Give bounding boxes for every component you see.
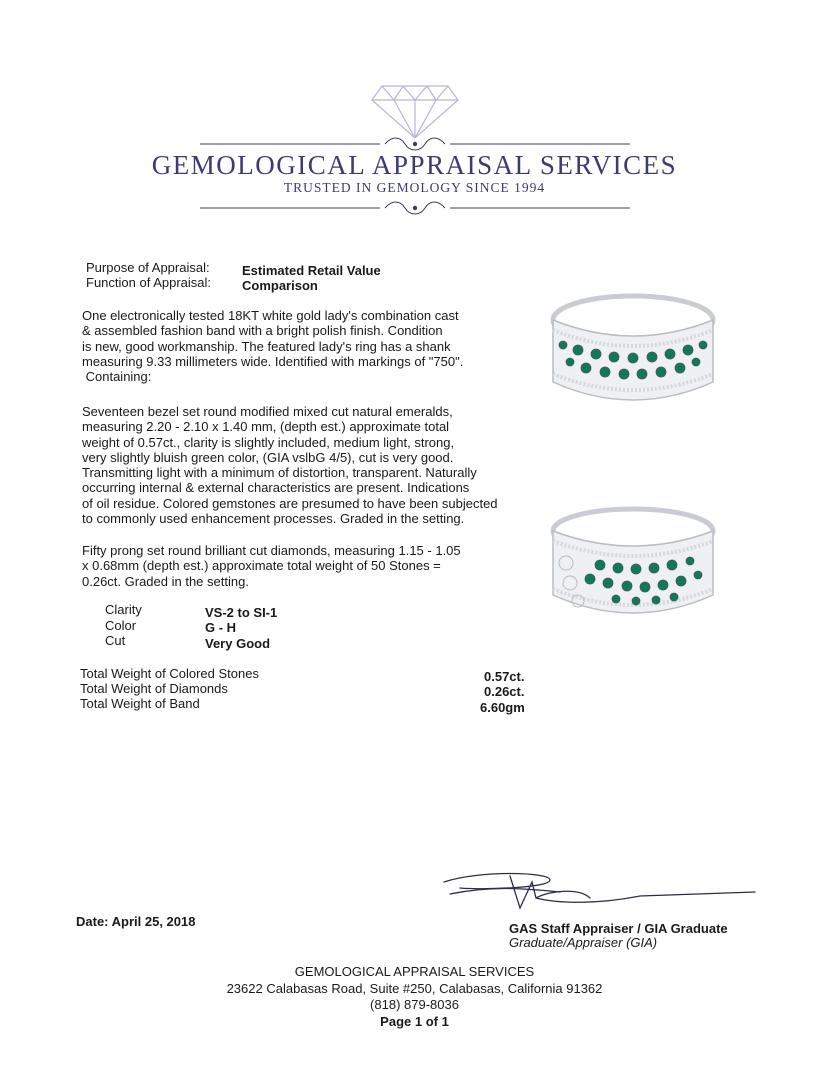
ring-photo-angle <box>548 503 718 628</box>
appraiser-signature <box>440 868 760 916</box>
grade-value-color: G - H <box>205 620 237 635</box>
appraiser-subtitle: Graduate/Appraiser (GIA) <box>509 935 658 950</box>
grade-label-color: Color <box>105 618 137 633</box>
purpose-value: Estimated Retail Value <box>242 263 381 278</box>
footer-address: 23622 Calabasas Road, Suite #250, Calabasas, California 91362 <box>226 981 603 996</box>
total-label-band: Total Weight of Band <box>80 696 200 711</box>
company-tagline: TRUSTED IN GEMOLOGY SINCE 1994 <box>283 180 546 195</box>
bottom-ornament-divider <box>200 200 630 216</box>
appraiser-title: GAS Staff Appraiser / GIA Graduate <box>509 921 728 936</box>
company-title: GEMOLOGICAL APPRAISAL SERVICES <box>151 150 678 180</box>
emerald-description: Seventeen bezel set round modified mixed cut natural emeralds, measuring 2.20 - 2.10 x 1.40 mm, (depth est.) approximate total weight of 0.57ct., clarity is slightly included, medium light, strong, very slightly bluish green color, (GIA vslbG 4/5), cut is very good. Transmitting light with a minimum of distortion, transparent. Naturally occurring internal & external characteristics are present. Indications of oil residue. Colored gemstones are presumed to have been subjected to commonly used enhancement processes. Graded in the setting. <box>82 404 498 527</box>
ring-photo-front <box>548 290 718 415</box>
total-value-diamonds: 0.26ct. <box>484 684 525 699</box>
purpose-label: Purpose of Appraisal: <box>86 260 210 275</box>
total-label-colored-stones: Total Weight of Colored Stones <box>80 666 259 681</box>
total-value-colored-stones: 0.57ct. <box>484 669 525 684</box>
diamond-logo-icon <box>370 82 460 140</box>
function-value: Comparison <box>242 278 318 293</box>
grade-value-clarity: VS-2 to SI-1 <box>205 605 278 620</box>
grade-label-clarity: Clarity <box>105 602 142 617</box>
total-value-band: 6.60gm <box>480 700 525 715</box>
page-number: Page 1 of 1 <box>380 1014 449 1029</box>
grade-label-cut: Cut <box>105 633 126 648</box>
diamond-description: Fifty prong set round brilliant cut diamonds, measuring 1.15 - 1.05 x 0.68mm (depth est.) approximate total weight of 50 Stones = 0.26ct. Graded in the setting. <box>82 543 461 589</box>
ring-description: One electronically tested 18KT white gold lady's combination cast & assembled fashion band with a bright polish finish. Condition is new, good workmanship. The featured lady's ring has a shank measuring 9.33 millimeters wide. Identified with markings of "750". Containing: <box>82 308 464 385</box>
total-label-diamonds: Total Weight of Diamonds <box>80 681 228 696</box>
function-label: Function of Appraisal: <box>86 275 212 290</box>
appraisal-date: Date: April 25, 2018 <box>76 914 196 929</box>
grade-value-cut: Very Good <box>205 636 271 651</box>
footer-phone: (818) 879-8036 <box>370 997 459 1012</box>
footer-company: GEMOLOGICAL APPRAISAL SERVICES <box>294 964 535 979</box>
